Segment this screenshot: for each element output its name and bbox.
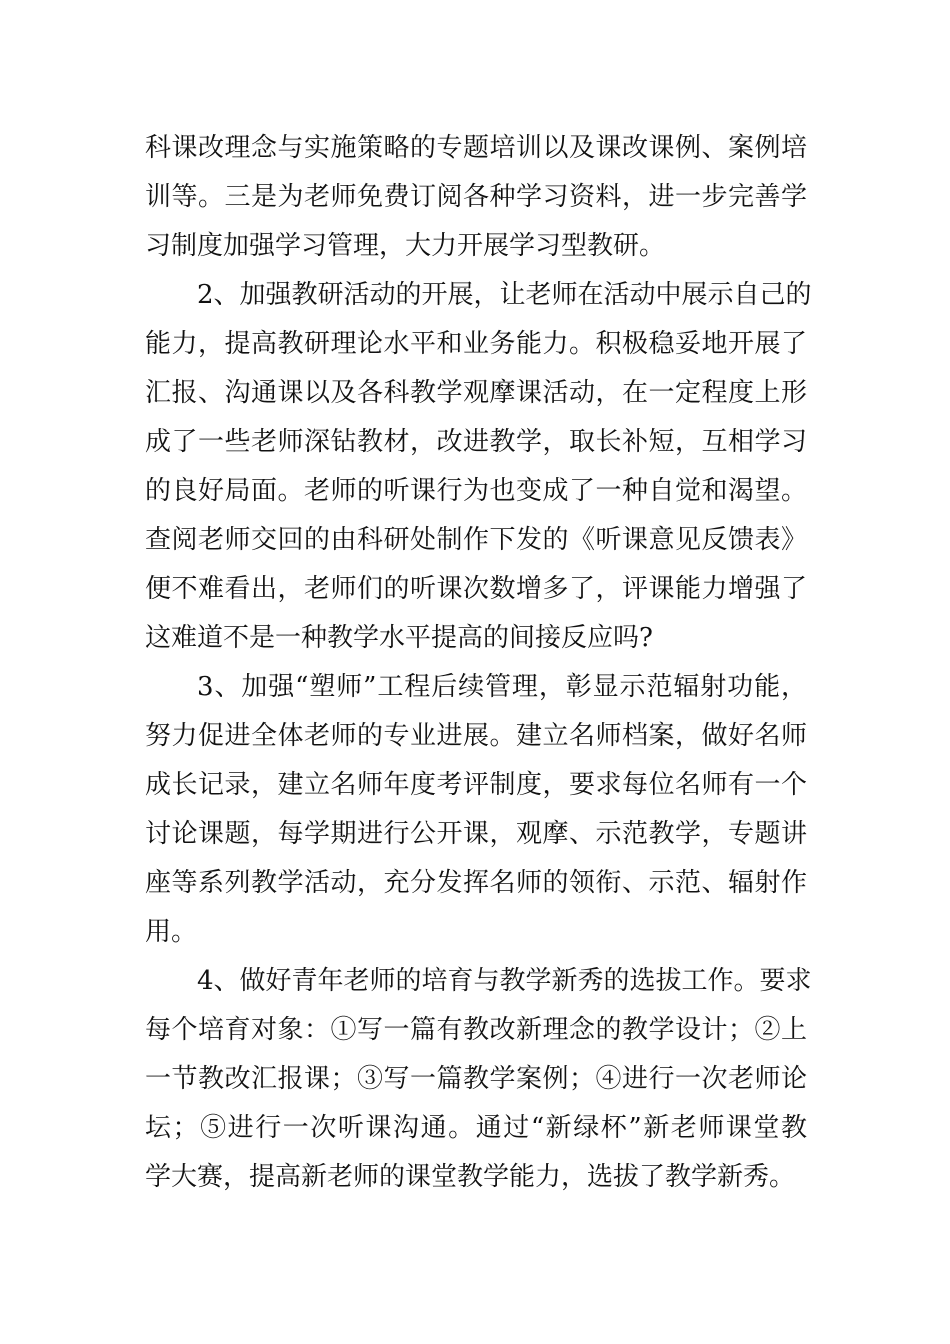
text-line: 这难道不是一种教学水平提高的间接反应吗? [145,623,653,653]
paragraph-4 [145,957,812,1202]
text-line: 的良好局面。老师的听课行为也变成了一种自觉和渴望。 [145,476,807,506]
text-line: 努力促进全体老师的专业进展。建立名师档案，做好名师 [145,721,807,751]
text-line: 4、做好青年老师的培育与教学新秀的选拔工作。要求 [197,966,812,996]
text-line: 一节教改汇报课；③写一篇教学案例；④进行一次老师论 [145,1064,807,1094]
text-line: 坛；⑤进行一次听课沟通。通过“新绿杯”新老师课堂教 [145,1113,807,1143]
text-line: 3、加强“塑师”工程后续管理，彰显示范辐射功能， [197,672,807,702]
text-line: 科课改理念与实施策略的专题培训以及课改课例、案例培 [145,133,807,163]
paragraph-1 [145,124,807,271]
text-line: 每个培育对象：①写一篇有教改新理念的教学设计；②上 [145,1015,807,1045]
text-line: 查阅老师交回的由科研处制作下发的《听课意见反馈表》 [145,525,807,555]
text-line: 训等。三是为老师免费订阅各种学习资料，进一步完善学 [145,182,807,212]
paragraph-3 [145,663,807,957]
text-line: 汇报、沟通课以及各科教学观摩课活动，在一定程度上形 [145,378,807,408]
text-line: 学大赛，提高新老师的课堂教学能力，选拔了教学新秀。 [145,1162,796,1192]
text-line: 便不难看出，老师们的听课次数增多了，评课能力增强了 [145,574,807,604]
text-line: 用。 [145,917,198,947]
paragraph-2 [145,271,812,663]
text-line: 讨论课题，每学期进行公开课，观摩、示范教学，专题讲 [145,819,807,849]
text-line: 习制度加强学习管理，大力开展学习型教研。 [145,231,666,261]
text-line: 成长记录，建立名师年度考评制度，要求每位名师有一个 [145,770,807,800]
text-line: 座等系列教学活动，充分发挥名师的领衔、示范、辐射作 [145,868,807,898]
text-line: 能力，提高教研理论水平和业务能力。积极稳妥地开展了 [145,329,807,359]
document-body [145,124,812,1202]
text-line: 成了一些老师深钻教材，改进教学，取长补短，互相学习 [145,427,807,457]
text-line: 2、加强教研活动的开展，让老师在活动中展示自己的 [197,280,812,310]
